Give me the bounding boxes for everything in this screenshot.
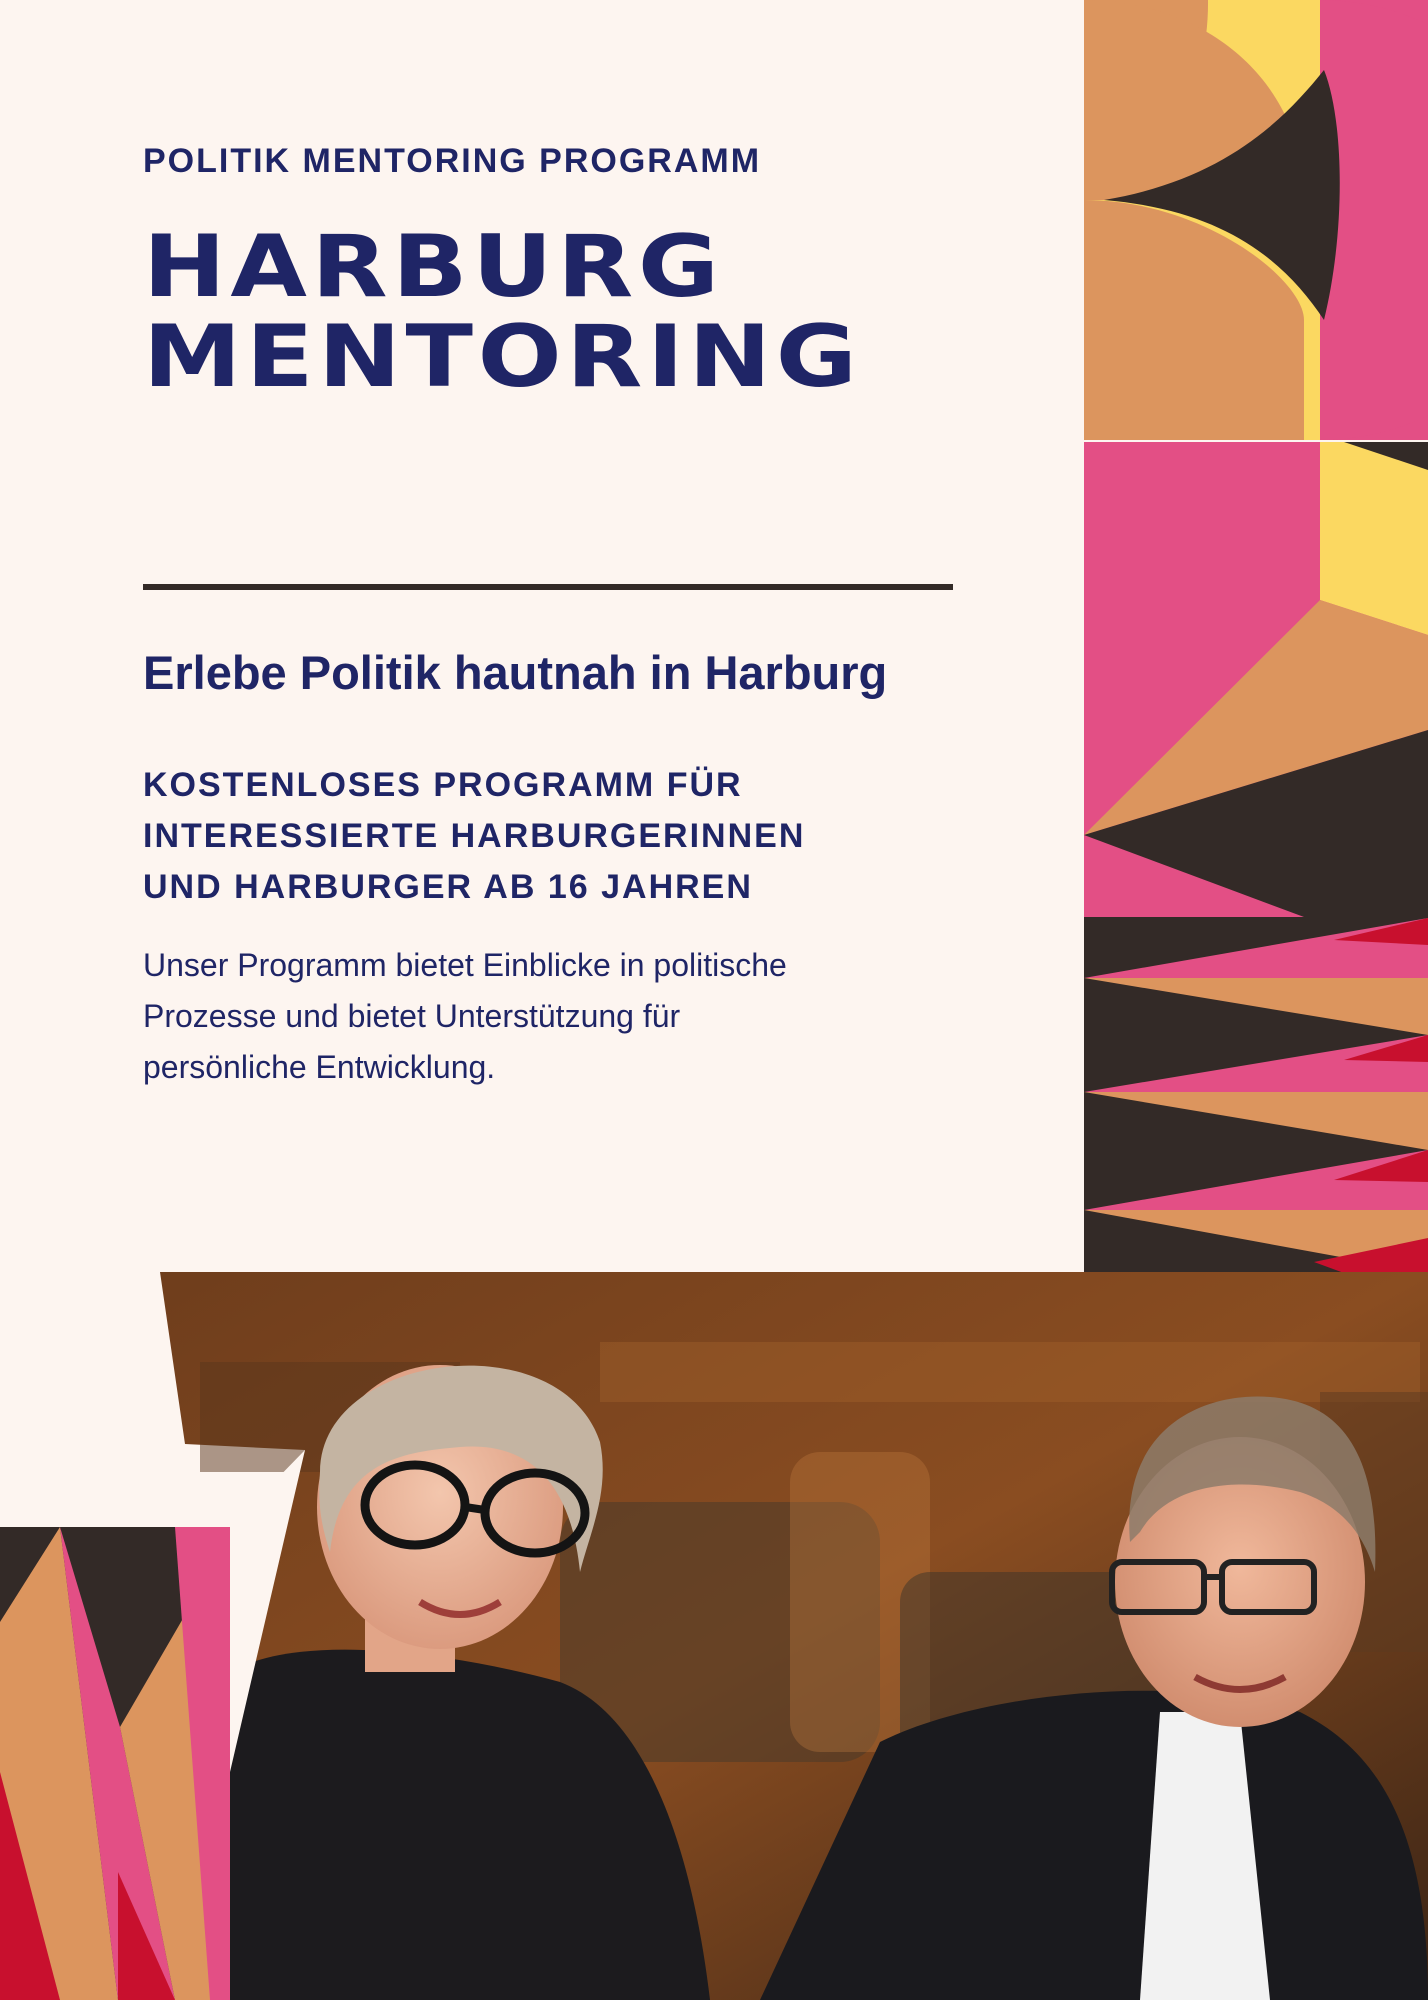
description-line-3: persönliche Entwicklung. bbox=[143, 1049, 496, 1085]
title-line-1: HARBURG bbox=[143, 217, 724, 317]
offer-line-1: KOSTENLOSES PROGRAMM FÜR bbox=[143, 766, 743, 804]
description-line-1: Unser Programm bietet Einblicke in politische bbox=[143, 947, 787, 983]
geometric-pattern-right bbox=[1084, 0, 1428, 1273]
divider bbox=[143, 584, 953, 590]
tagline: Erlebe Politik hautnah in Harburg bbox=[143, 646, 888, 699]
description-line-2: Prozesse und bietet Unterstützung für bbox=[143, 998, 681, 1034]
program-eyebrow: POLITIK MENTORING PROGRAMM bbox=[143, 142, 762, 180]
offer-line-2: INTERESSIERTE HARBURGERINNEN bbox=[143, 817, 806, 855]
title-line-2: MENTORING bbox=[143, 307, 862, 407]
offer-text bbox=[143, 760, 963, 913]
mentoring-photo bbox=[0, 1272, 1428, 2000]
offer-line-3: UND HARBURGER AB 16 JAHREN bbox=[143, 868, 753, 906]
description bbox=[143, 940, 963, 1093]
page-title bbox=[143, 217, 862, 407]
